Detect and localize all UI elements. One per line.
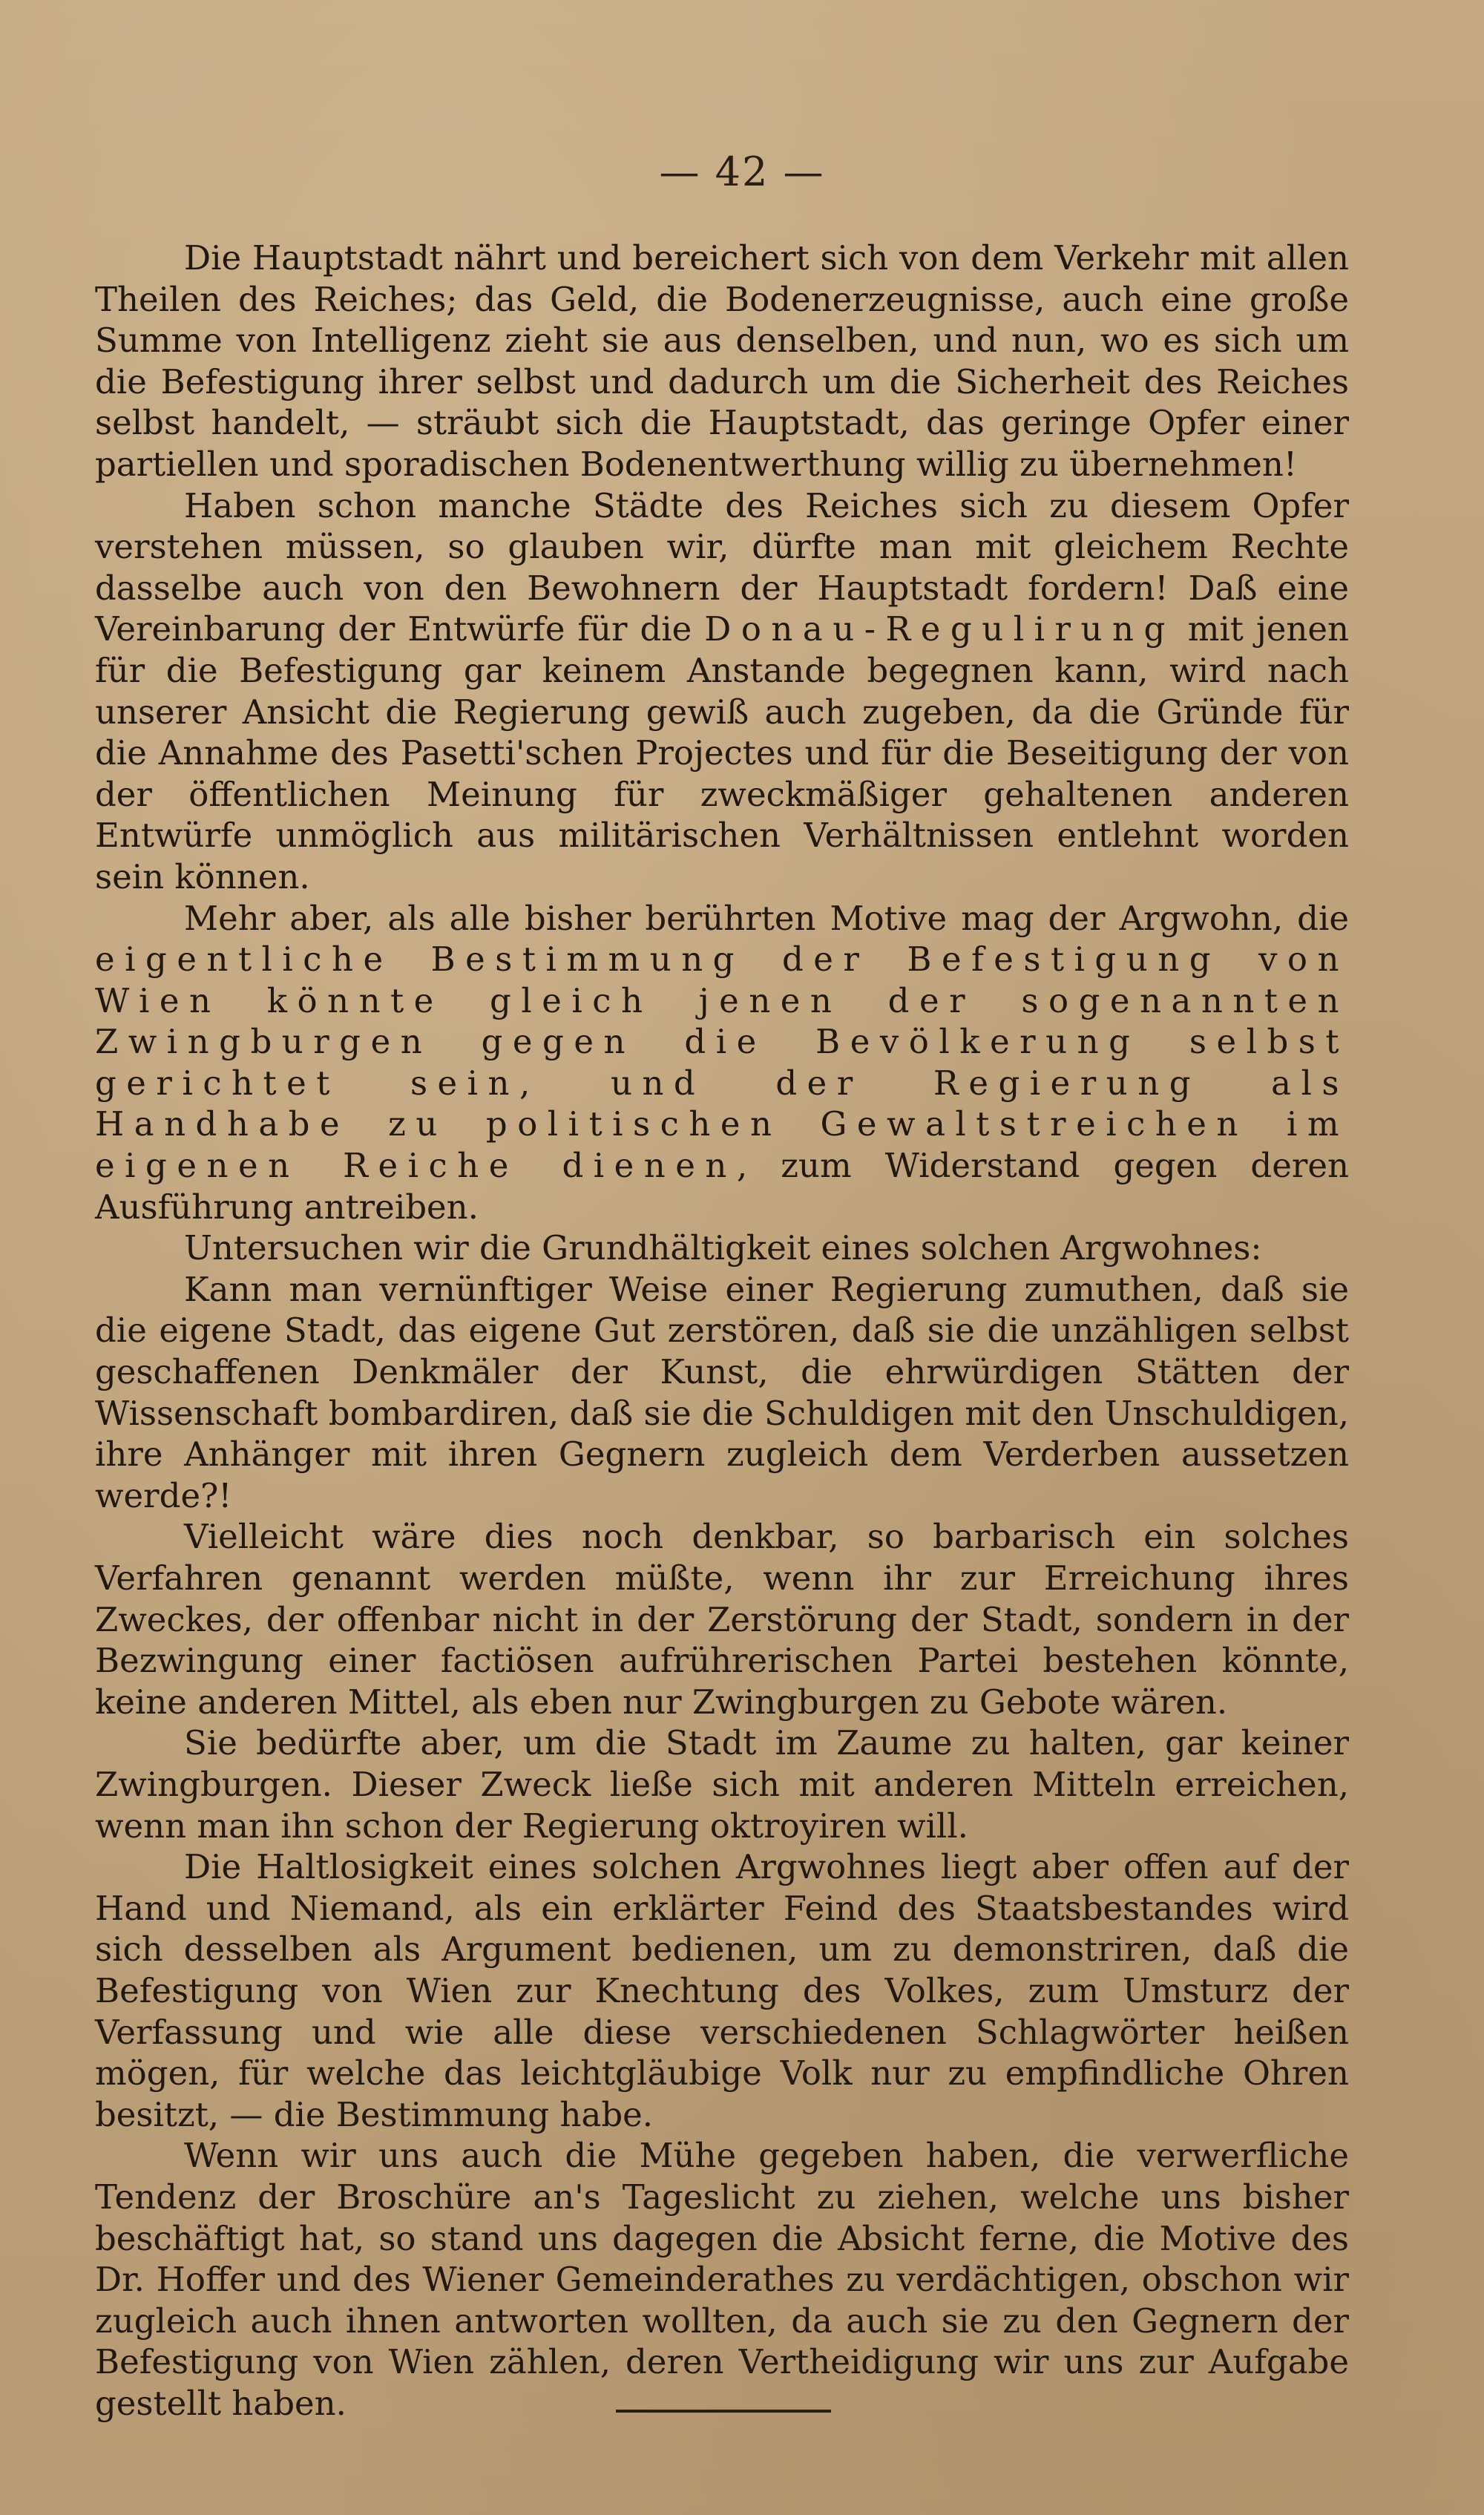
- paragraph-2-spaced-emphasis: Donau-Regulirung: [704, 609, 1175, 649]
- paragraph-7: Sie bedürfte aber, um die Stadt im Zaume zu halten, gar keiner Zwingburgen. Dieser Zweck ließe sich mit anderen Mitteln erreichen, wenn man ihn schon der Regierung oktroyiren will.: [95, 1723, 1349, 1846]
- body-text: [95, 237, 1349, 2424]
- paragraph-3: [95, 898, 1349, 1228]
- paragraph-1: Die Hauptstadt nährt und bereichert sich von dem Verkehr mit allen Theilen des Reiches; das Geld, die Bodenerzeugnisse, auch eine große Summe von Intelligenz zieht sie aus denselben, und nun, wo es sich um die Befestigung ihrer selbst und dadurch um die Sicherheit des Reiches selbst handelt, — sträubt sich die Hauptstadt, das geringe Opfer einer partiellen und sporadischen Bodenentwerthung willig zu übernehmen!: [95, 238, 1349, 484]
- paragraph-3-spaced-emphasis: eigentliche Bestimmung der Befestigung von Wien könnte gleich jenen der sogenannten Zwingburgen gegen die Bevölkerung selbst gerichtet sein, und der Regierung als Handhabe zu politischen Gewaltstreichen im eigenen Reiche dienen: [95, 940, 1349, 1186]
- paragraph-3-text-c: , zum Widerstand gegen deren Ausführung antreiben.: [95, 1146, 1349, 1227]
- paragraph-4: Untersuchen wir die Grundhältigkeit eines solchen Argwohnes:: [184, 1228, 1262, 1268]
- paragraph-2-text-a: Haben schon manche Städte des Reiches sich zu diesem Opfer verstehen müssen, so glauben wir, dürfte man mit gleichem Rechte dasselbe auch von den Bewohnern der Hauptstadt fordern! Daß eine Vereinbarung der Entwürfe für die: [95, 485, 1349, 649]
- page-number: — 42 —: [659, 148, 825, 195]
- paragraph-8: Die Haltlosigkeit eines solchen Argwohnes liegt aber offen auf der Hand und Niemand, als ein erklärter Feind des Staatsbestandes wird sich desselben als Argument bedienen, um zu demonstriren, daß die Befestigung von Wien zur Knechtung des Volkes, zum Umsturz der Verfassung und wie alle diese verschiedenen Schlagwörter heißen mögen, für welche das leichtgläubige Volk nur zu empfindliche Ohren besitzt, — die Bestimmung habe.: [95, 1847, 1349, 2134]
- paragraph-3-text-a: Mehr aber, als alle bisher berührten Motive mag der Argwohn, die: [184, 898, 1349, 938]
- paragraph-2: [95, 485, 1349, 898]
- closing-rule: [616, 2410, 831, 2413]
- paragraph-6: Vielleicht wäre dies noch denkbar, so barbarisch ein solches Verfahren genannt werden müßte, wenn ihr zur Erreichung ihres Zweckes, der offenbar nicht in der Zerstörung der Stadt, sondern in der Bezwingung einer factiösen aufrührerischen Partei bestehen könnte, keine anderen Mittel, als eben nur Zwingburgen zu Gebote wären.: [95, 1517, 1349, 1722]
- paragraph-9: Wenn wir uns auch die Mühe gegeben haben, die verwerfliche Tendenz der Broschüre an's Tageslicht zu ziehen, welche uns bisher beschäftigt hat, so stand uns dagegen die Absicht ferne, die Motive des Dr. Hoffer und des Wiener Gemeinderathes zu verdächtigen, obschon wir zugleich auch ihnen antworten wollten, da auch sie zu den Gegnern der Befestigung von Wien zählen, deren Vertheidigung wir uns zur Aufgabe gestellt haben.: [95, 2136, 1349, 2423]
- paragraph-5: Kann man vernünftiger Weise einer Regierung zumuthen, daß sie die eigene Stadt, das eigene Gut zerstören, daß sie die unzähligen selbst geschaffenen Denkmäler der Kunst, die ehrwürdigen Stätten der Wissenschaft bombardiren, daß sie die Schuldigen mit den Unschuldigen, ihre Anhänger mit ihren Gegnern zugleich dem Verderben aussetzen werde?!: [95, 1269, 1349, 1515]
- paragraph-2-text-c: mit jenen für die Befestigung gar keinem Anstande begegnen kann, wird nach unserer Ansicht die Regierung gewiß auch zugeben, da die Gründe für die Annahme des Pasetti'schen Projectes und für die Beseitigung der von der öffentlichen Meinung für zweckmäßiger gehaltenen anderen Entwürfe unmöglich aus militärischen Verhältnissen entlehnt worden sein können.: [95, 609, 1349, 896]
